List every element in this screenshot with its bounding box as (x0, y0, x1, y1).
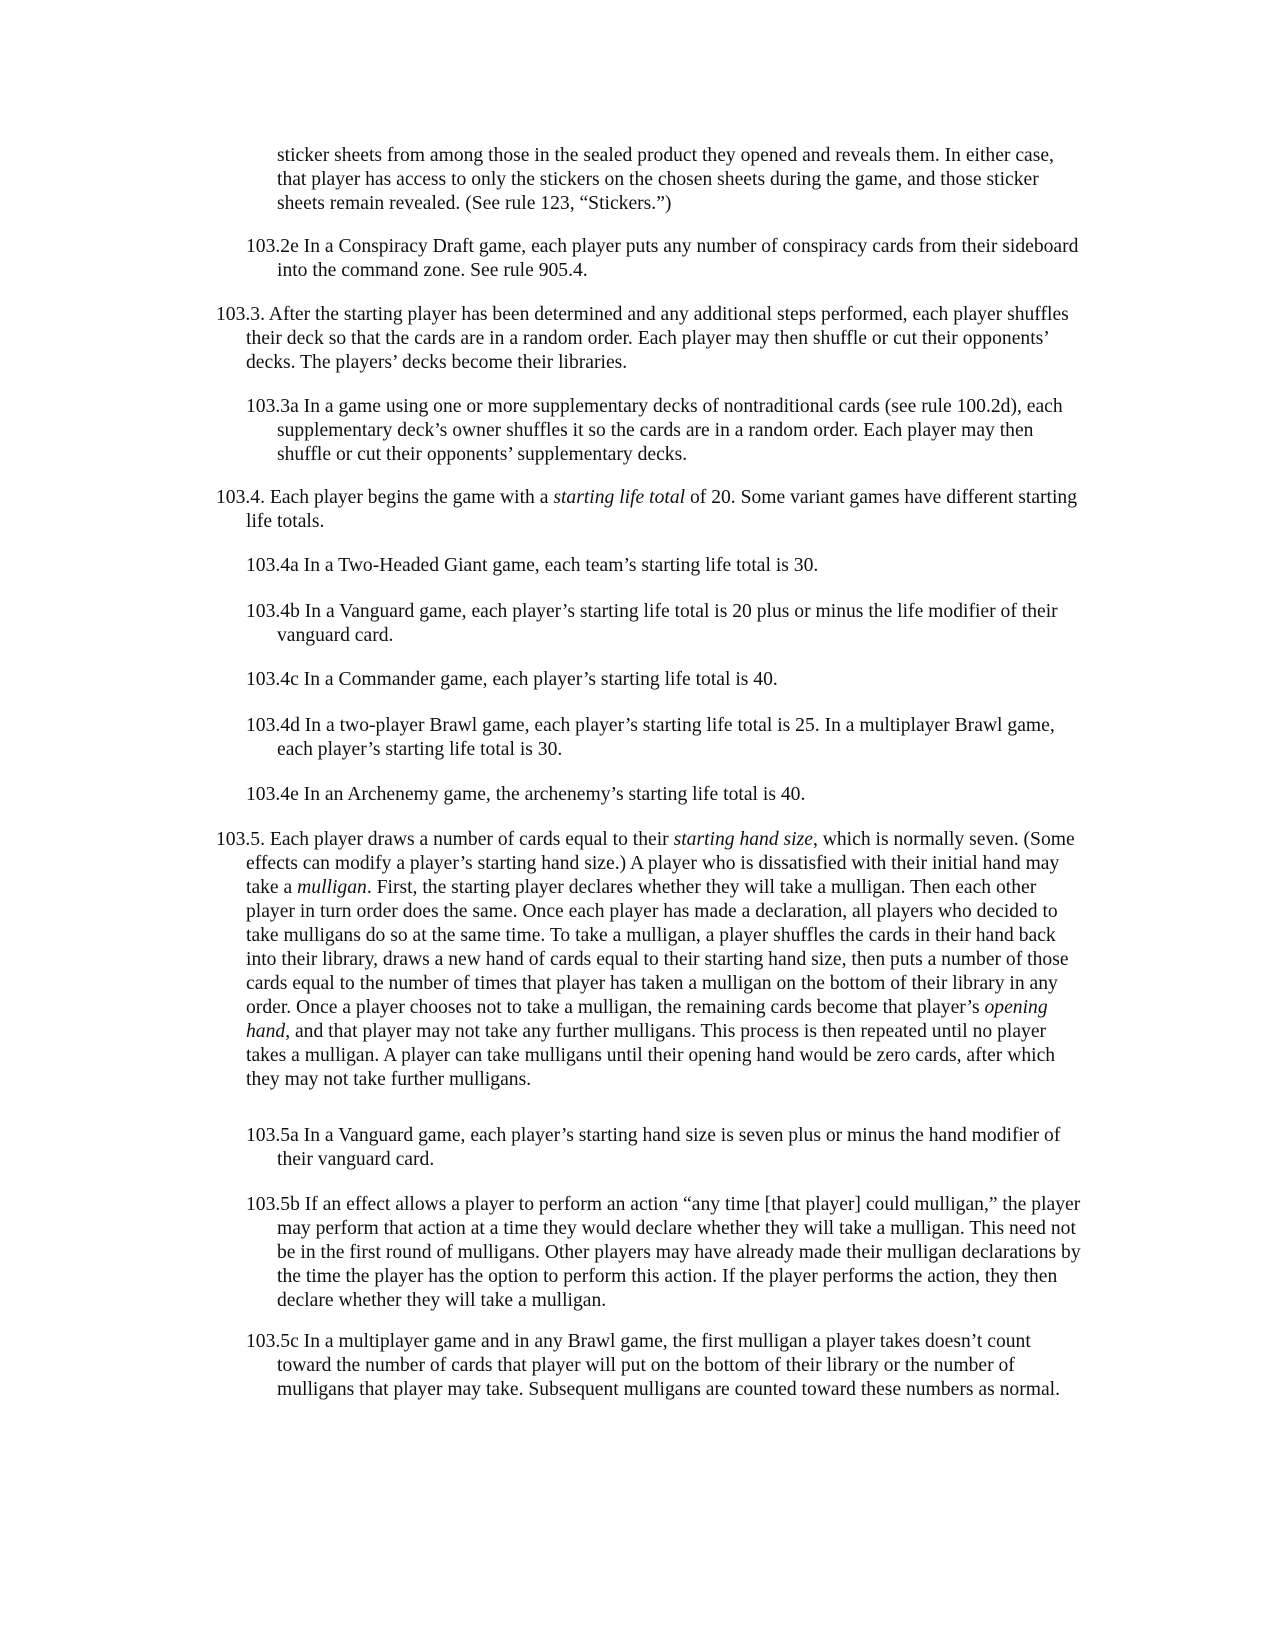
rule-103-4 (216, 486, 1086, 534)
rule-103-4-text-2: of 20. Some variant games have different starting life totals. (246, 487, 1078, 532)
rule-103-4e: 103.4e In an Archenemy game, the archenemy’s starting life total is 40. (246, 784, 806, 805)
term-starting-life-total: starting life total (553, 487, 686, 508)
rule-103-4-text-1: 103.4. Each player begins the game with a (216, 487, 554, 508)
rule-103-3: 103.3. After the starting player has been determined and any additional steps performed, each player shuffles their deck so that the cards are in a random order. Each player may then shuffle or cut their opponents’ decks. The players’ decks become their libraries. (216, 304, 1069, 373)
term-opening-hand: opening hand (246, 997, 1048, 1042)
rule-103-5 (216, 828, 1086, 1092)
term-mulligan: mulligan (297, 877, 367, 898)
rule-continuation: sticker sheets from among those in the sealed product they opened and reveals them. In either case, that player has access to only the stickers on the chosen sheets during the game, and those sticker sheets remain revealed. (See rule 123, “Stickers.”) (277, 145, 1054, 214)
rule-103-4b: 103.4b In a Vanguard game, each player’s starting life total is 20 plus or minus the life modifier of their vanguard card. (246, 601, 1058, 646)
rule-103-2e: 103.2e In a Conspiracy Draft game, each player puts any number of conspiracy cards from their sideboard into the command zone. See rule 905.4. (246, 236, 1079, 281)
rule-103-4d: 103.4d In a two-player Brawl game, each player’s starting life total is 25. In a multiplayer Brawl game, each player’s starting life total is 30. (246, 715, 1055, 760)
rule-103-4c: 103.4c In a Commander game, each player’s starting life total is 40. (246, 669, 778, 690)
term-starting-hand-size: starting hand size (673, 829, 813, 850)
rule-103-5-text-2: , which is normally seven. (Some effects can modify a player’s starting hand size.) A player who is dissatisfied with their initial hand may take a (246, 829, 1075, 898)
rule-103-4a: 103.4a In a Two-Headed Giant game, each team’s starting life total is 30. (246, 555, 819, 576)
rule-103-5c: 103.5c In a multiplayer game and in any Brawl game, the first mulligan a player takes doesn’t count toward the number of cards that player will put on the bottom of their library or the number of mulligans that player may take. Subsequent mulligans are counted toward these numbers as normal. (246, 1331, 1061, 1400)
rule-103-5-text-4: , and that player may not take any further mulligans. This process is then repeated until no player takes a mulligan. A player can take mulligans until their opening hand would be zero cards, after which they may not take further mulligans. (246, 1021, 1056, 1090)
rule-103-5a: 103.5a In a Vanguard game, each player’s starting hand size is seven plus or minus the hand modifier of their vanguard card. (246, 1125, 1061, 1170)
rule-103-5-text-1: 103.5. Each player draws a number of cards equal to their (216, 829, 674, 850)
rule-103-5b: 103.5b If an effect allows a player to perform an action “any time [that player] could mulligan,” the player may perform that action at a time they would declare whether they will take a mulligan. This need not be in the first round of mulligans. Other players may have already made their mulligan declarations by the time the player has the option to perform this action. If the player performs the action, they then declare whether they will take a mulligan. (246, 1194, 1081, 1311)
rule-103-3a: 103.3a In a game using one or more supplementary decks of nontraditional cards (see rule 100.2d), each supplementary deck’s owner shuffles it so the cards are in a random order. Each player may then shuffle or cut their opponents’ supplementary decks. (246, 396, 1063, 465)
rule-103-5-text-3: . First, the starting player declares whether they will take a mulligan. Then each other player in turn order does the same. Once each player has made a declaration, all players who decided to take mulligans do so at the same time. To take a mulligan, a player shuffles the cards in their hand back into their library, draws a new hand of cards equal to their starting hand size, then puts a number of those cards equal to the number of times that player has taken a mulligan on the bottom of their library in any order. Once a player chooses not to take a mulligan, the remaining cards become that player’s (246, 877, 1069, 1018)
